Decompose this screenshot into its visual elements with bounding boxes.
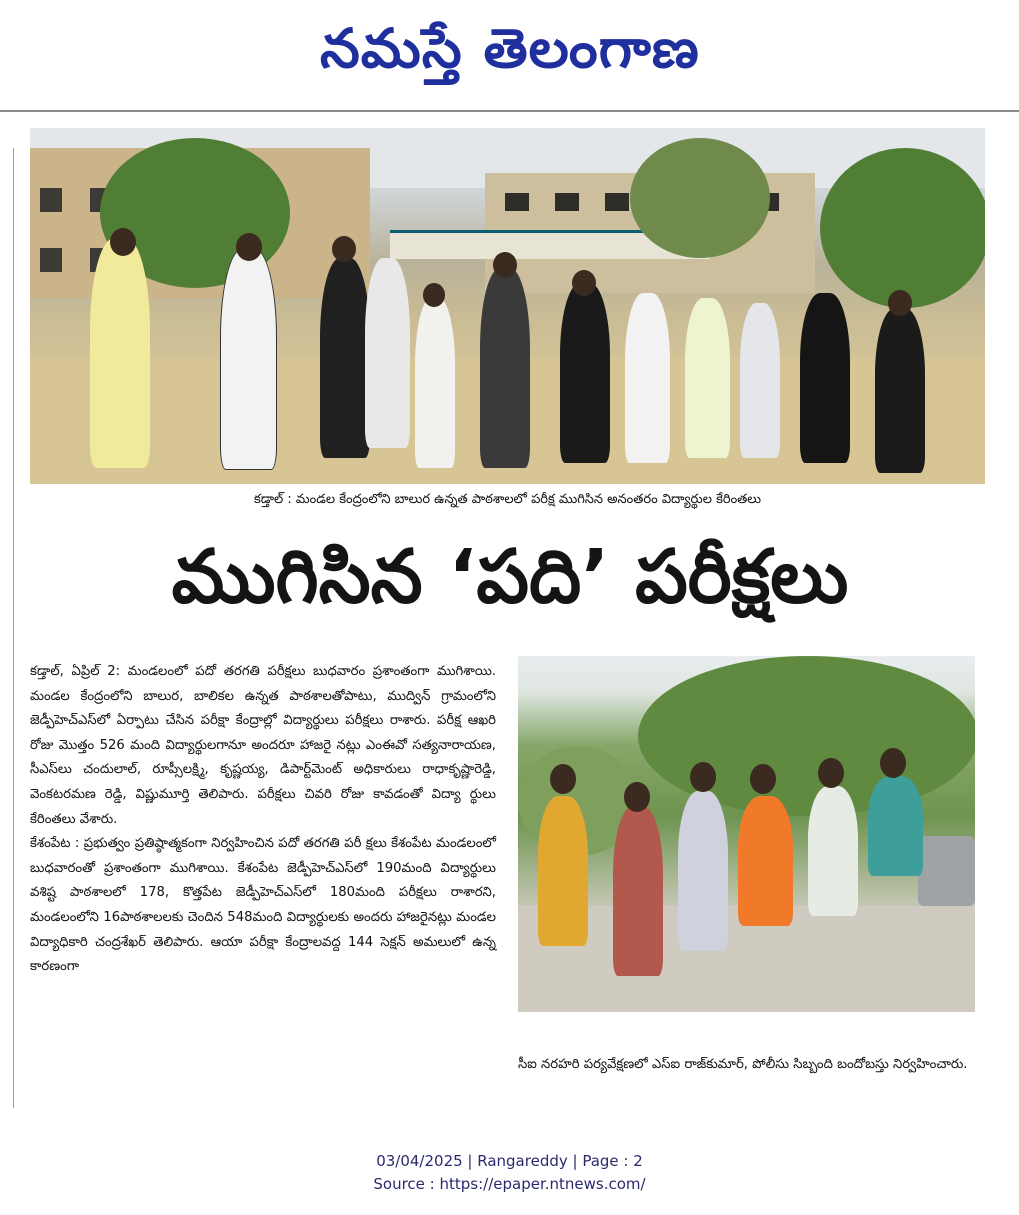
footer-source[interactable]: Source : https://epaper.ntnews.com/ <box>373 1175 646 1193</box>
photo-boys-celebrating <box>30 128 985 484</box>
headline: ముగిసిన ‘పది’ పరీక్షలు <box>171 534 849 620</box>
photo-girls-celebrating <box>518 656 975 1012</box>
photo-caption-top: కడ్తాల్ : మండల కేంద్రంలోని బాలుర ఉన్నత పాఠశాలలో పరీక్ష ముగిసిన అనంతరం విద్యార్థుల కేరింతలు <box>253 492 762 507</box>
article-body <box>30 660 496 980</box>
newspaper-logo: నమస్తే తెలంగాణ <box>319 16 700 80</box>
article-paragraph: కేశంపేట : ప్రభుత్వం ప్రతిష్ఠాత్మకంగా నిర్వహించిన పదో తరగతి పరీ క్షలు కేశంపేట మండలంలో బుధవారంతో ప్రశాంతంగా ముగిశాయి. కేశంపేట జెడ్పీహెచ్ఎస్‌లో 190మంది విద్యార్థులు వశిష్ట పాఠశాలలో 178, కొత్తపేట జెడ్పీహెచ్ఎస్‌లో 180మంది పరీక్షలు రాశారని, మండలంలోని 16పాఠశాలలకు చెందిన 548మంది విద్యార్థులకు అందరు హాజరైనట్లు మండల విద్యాధికారి చంద్రశేఖర్ తెలిపారు. ఆయా పరీక్షా కేంద్రాలవద్ద 144 సెక్షన్ అమలులో ఉన్న కారణంగా <box>30 836 496 975</box>
masthead-divider <box>0 110 1019 112</box>
footer-date-edition: 03/04/2025 | Rangareddy | Page : 2 <box>376 1152 643 1170</box>
photo-caption-right: సీఐ నరహరి పర్యవేక్షణలో ఎస్ఐ రాజ్‌కుమార్, పోలీసు సిబ్బంది బందోబస్తు నిర్వహించారు. <box>518 1057 968 1072</box>
masthead <box>0 0 1019 110</box>
article-paragraph: కడ్తాల్, ఏప్రిల్ 2: మండలంలో పదో తరగతి పరీక్షలు బుధవారం ప్రశాంతంగా ముగిశాయి. మండల కేంద్రంలోని బాలుర, బాలికల ఉన్నత పాఠశాలతోపాటు, ముద్విన్ గ్రామంలోని జెడ్పీహెచ్ఎస్‌లో ఏర్పాటు చేసిన పరీక్షా కేంద్రాల్లో విద్యార్థులు పరీక్షలు రాశారు. పరీక్ష ఆఖరి రోజు మొత్తం 526 మంది విద్యార్థులగానూ అందరూ హాజరై నట్లు ఎంఈవో సత్యనారాయణ, సీఎస్‌లు చందులాల్, రూప్సీలక్ష్మి, కృష్ణయ్య, డిపార్ట్‌మెంట్ అధికారులు రాధాకృష్ణారెడ్డి, వెంకటరమణ రెడ్డి, విష్ణుమూర్తి తెలిపారు. పరీక్షలు చివరి రోజు కావడంతో విద్యా ర్థులు కేరింతలు వేశారు. <box>30 664 496 827</box>
page-footer <box>0 1150 1019 1196</box>
margin-rule <box>13 148 14 1108</box>
